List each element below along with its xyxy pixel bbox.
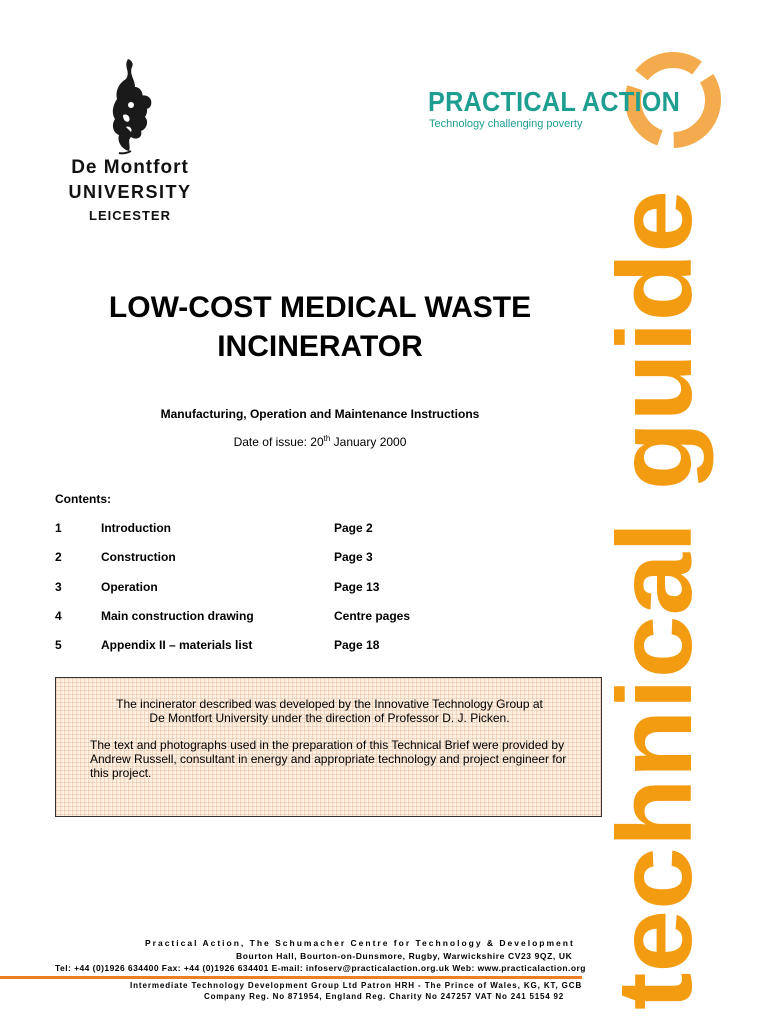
toc-number: 1 (55, 521, 62, 535)
credit-paragraph-1 (56, 697, 603, 725)
credit-paragraph-1-line-2: De Montfort University under the direction of Professor D. J. Picken. (149, 711, 510, 725)
toc-page: Page 2 (334, 521, 373, 535)
toc-number: 3 (55, 579, 62, 594)
dmu-crest-icon (101, 57, 159, 155)
toc-title: Operation (101, 579, 158, 594)
footer-divider (0, 976, 582, 979)
toc-number: 4 (55, 608, 62, 623)
contents-heading: Contents: (55, 492, 111, 506)
dmu-logo (55, 57, 205, 229)
toc-title: Appendix II – materials list (101, 638, 253, 653)
dmu-name: De Montfort (71, 157, 189, 178)
issue-date (40, 434, 600, 449)
toc-number: 2 (55, 550, 62, 565)
technical-guide-text: technical guide (596, 238, 714, 1010)
toc-page: Page 13 (334, 579, 380, 594)
footer-contact: Tel: +44 (0)1926 634400 Fax: +44 (0)1926 634401 E-mail: infoserv@practicalaction.org.uk Web: www.practicalaction.org (55, 963, 586, 973)
footer-registration: Company Reg. No 871954, England Reg. Charity No 247257 VAT No 241 5154 92 (204, 992, 564, 1001)
technical-guide-vertical-title (596, 180, 714, 1020)
toc-title: Introduction (101, 521, 171, 535)
toc-page: Page 3 (334, 550, 373, 565)
footer-organisation: Practical Action, The Schumacher Centre for Technology & Development (145, 938, 575, 948)
toc-page: Centre pages (334, 608, 411, 623)
credit-paragraph-1-line-1: The incinerator described was developed by the Innovative Technology Group at (116, 697, 543, 711)
credits-box (55, 677, 602, 817)
toc-number: 5 (55, 638, 62, 653)
document-subtitle: Manufacturing, Operation and Maintenance Instructions (160, 407, 480, 421)
footer-itdg: Intermediate Technology Development Group Ltd Patron HRH - The Prince of Wales, KG, KT, GCB (130, 981, 583, 990)
toc-title: Main construction drawing (101, 608, 254, 623)
dmu-university: UNIVERSITY (68, 182, 192, 202)
toc-title: Construction (101, 550, 176, 565)
issue-date-prefix: Date of issue: 20 (233, 435, 324, 449)
document-title (40, 288, 600, 366)
issue-date-suffix-ordinal: th (323, 434, 331, 443)
credit-paragraph-2: The text and photographs used in the preparation of this Technical Brief were provided by Andrew Russell, consultant in energy and appropriate technology and project engineer for this project. (90, 738, 567, 780)
title-line-2: INCINERATOR (217, 330, 423, 363)
title-line-1: LOW-COST MEDICAL WASTE (108, 291, 532, 324)
practical-action-logo (428, 40, 726, 160)
toc-page: Page 18 (334, 638, 380, 653)
practical-action-tagline: Technology challenging poverty (429, 118, 583, 130)
dmu-city: LEICESTER (89, 208, 171, 223)
practical-action-name: PRACTICAL ACTION (428, 86, 681, 117)
issue-date-month-year: January 2000 (330, 435, 407, 449)
footer-address: Bourton Hall, Bourton-on-Dunsmore, Rugby, Warwickshire CV23 9QZ, UK (236, 951, 573, 961)
